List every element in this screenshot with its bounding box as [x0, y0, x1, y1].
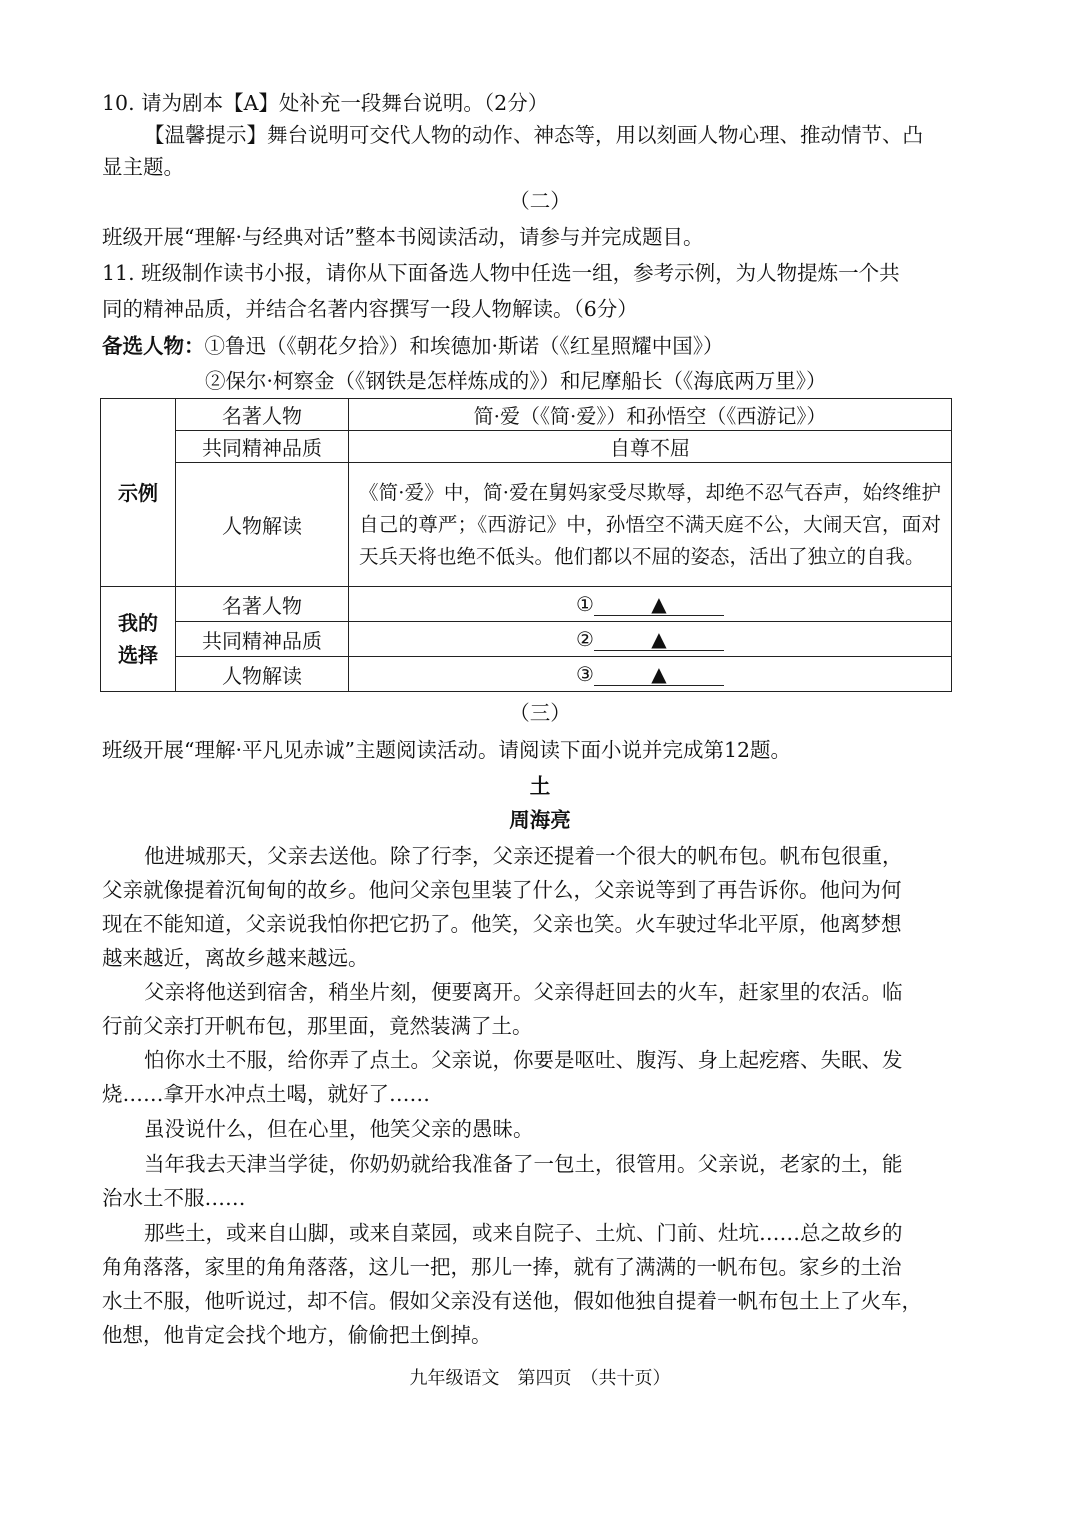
example-quality: 自尊不屈 [349, 431, 952, 463]
story-p3-line1: 怕你水土不服，给你弄了点土。父亲说，你要是呕吐、腹泻、身上起疙瘩、失眠、发 [144, 1048, 903, 1072]
story-p6-line1: 那些土，或来自山脚，或来自菜园，或来自院子、土炕、门前、灶坑……总之故乡的 [144, 1221, 903, 1245]
story-title: 土 [529, 774, 551, 798]
story-p3-line2: 烧……拿开水冲点土喝，就好了…… [102, 1082, 430, 1106]
story-p5-line1: 当年我去天津当学徒，你奶奶就给我准备了一包土，很管用。父亲说，老家的土，能 [144, 1152, 903, 1176]
blank-number-2: ② [576, 627, 594, 651]
story-p1-line3: 现在不能知道，父亲说我怕你把它扔了。他笑，父亲也笑。火车驶过华北平原，他离梦想 [102, 912, 902, 936]
candidates-label: 备选人物： [102, 334, 205, 358]
triangle-mark-3: ▲ [594, 663, 724, 686]
section2-heading: （二） [509, 189, 571, 213]
q11-line2: 同的精神品质，并结合名著内容撰写一段人物解读。（6分） [102, 297, 638, 321]
story-author: 周海亮 [509, 808, 571, 832]
character-table [100, 398, 952, 692]
story-p6-line3: 水土不服，他听说过，却不信。假如父亲没有送他，假如他独自提着一帆布包土上了火车， [102, 1289, 922, 1313]
q11-line1: 11. 班级制作读书小报，请你从下面备选人物中任选一组，参考示例，为人物提炼一个共 [102, 261, 900, 285]
story-p1-line2: 父亲就像提着沉甸甸的故乡。他问父亲包里装了什么，父亲说等到了再告诉你。他问为何 [102, 878, 902, 902]
example-names: 简·爱（《简·爱》）和孙悟空（《西游记》） [349, 399, 952, 431]
answer-blank-2[interactable] [349, 622, 952, 657]
choice-row-quality-label: 共同精神品质 [176, 622, 349, 657]
story-p2-line2: 行前父亲打开帆布包，那里面，竟然装满了土。 [102, 1014, 533, 1038]
candidates-line1 [102, 331, 724, 361]
section3-intro: 班级开展“理解·平凡见赤诚”主题阅读活动。请阅读下面小说并完成第12题。 [102, 738, 792, 762]
candidate-1: ①鲁迅（《朝花夕拾》）和埃德加·斯诺（《红星照耀中国》） [204, 334, 724, 358]
answer-blank-1[interactable] [349, 587, 952, 622]
choice-row-reading-label: 人物解读 [176, 657, 349, 692]
blank-number-1: ① [576, 592, 594, 616]
candidate-2: ②保尔·柯察金（《钢铁是怎样炼成的》）和尼摩船长（《海底两万里》） [205, 369, 827, 393]
story-p4-line1: 虽没说什么，但在心里，他笑父亲的愚昧。 [144, 1117, 534, 1141]
my-choice-label: 我的选择 [101, 587, 176, 692]
q10-tip-line1: 【温馨提示】舞台说明可交代人物的动作、神态等，用以刻画人物心理、推动情节、凸 [144, 123, 923, 147]
example-row-reading-label: 人物解读 [176, 463, 349, 587]
page-footer: 九年级语文 第四页 （共十页） [409, 1368, 671, 1389]
story-p5-line2: 治水土不服…… [102, 1186, 246, 1210]
answer-blank-3[interactable] [349, 657, 952, 692]
triangle-mark-2: ▲ [594, 628, 724, 651]
example-reading: 《简·爱》中，简·爱在舅妈家受尽欺辱，却绝不忍气吞声，始终维护自己的尊严；《西游记》中，孙悟空不满天庭不公，大闹天宫，面对天兵天将也绝不低头。他们都以不屈的姿态，活出了独立的自我。 [349, 463, 952, 587]
section2-intro: 班级开展“理解·与经典对话”整本书阅读活动，请参与并完成题目。 [102, 225, 704, 249]
story-p1-line4: 越来越近，离故乡越来越远。 [102, 946, 369, 970]
triangle-mark-1: ▲ [594, 593, 724, 616]
section3-heading: （三） [509, 701, 571, 725]
story-p6-line2: 角角落落，家里的角角落落，这儿一把，那儿一捧，就有了满满的一帆布包。家乡的土治 [102, 1255, 902, 1279]
blank-number-3: ③ [576, 662, 594, 686]
choice-row-names-label: 名著人物 [176, 587, 349, 622]
example-row-quality-label: 共同精神品质 [176, 431, 349, 463]
example-row-names-label: 名著人物 [176, 399, 349, 431]
story-p1-line1: 他进城那天，父亲去送他。除了行李，父亲还提着一个很大的帆布包。帆布包很重， [144, 844, 903, 868]
q10-line1: 10. 请为剧本【A】处补充一段舞台说明。（2分） [102, 91, 549, 115]
story-p6-line4: 他想，他肯定会找个地方，偷偷把土倒掉。 [102, 1323, 492, 1347]
story-p2-line1: 父亲将他送到宿舍，稍坐片刻，便要离开。父亲得赶回去的火车，赶家里的农活。临 [144, 980, 903, 1004]
q10-tip-line2: 显主题。 [102, 155, 184, 179]
example-label: 示例 [101, 399, 176, 587]
